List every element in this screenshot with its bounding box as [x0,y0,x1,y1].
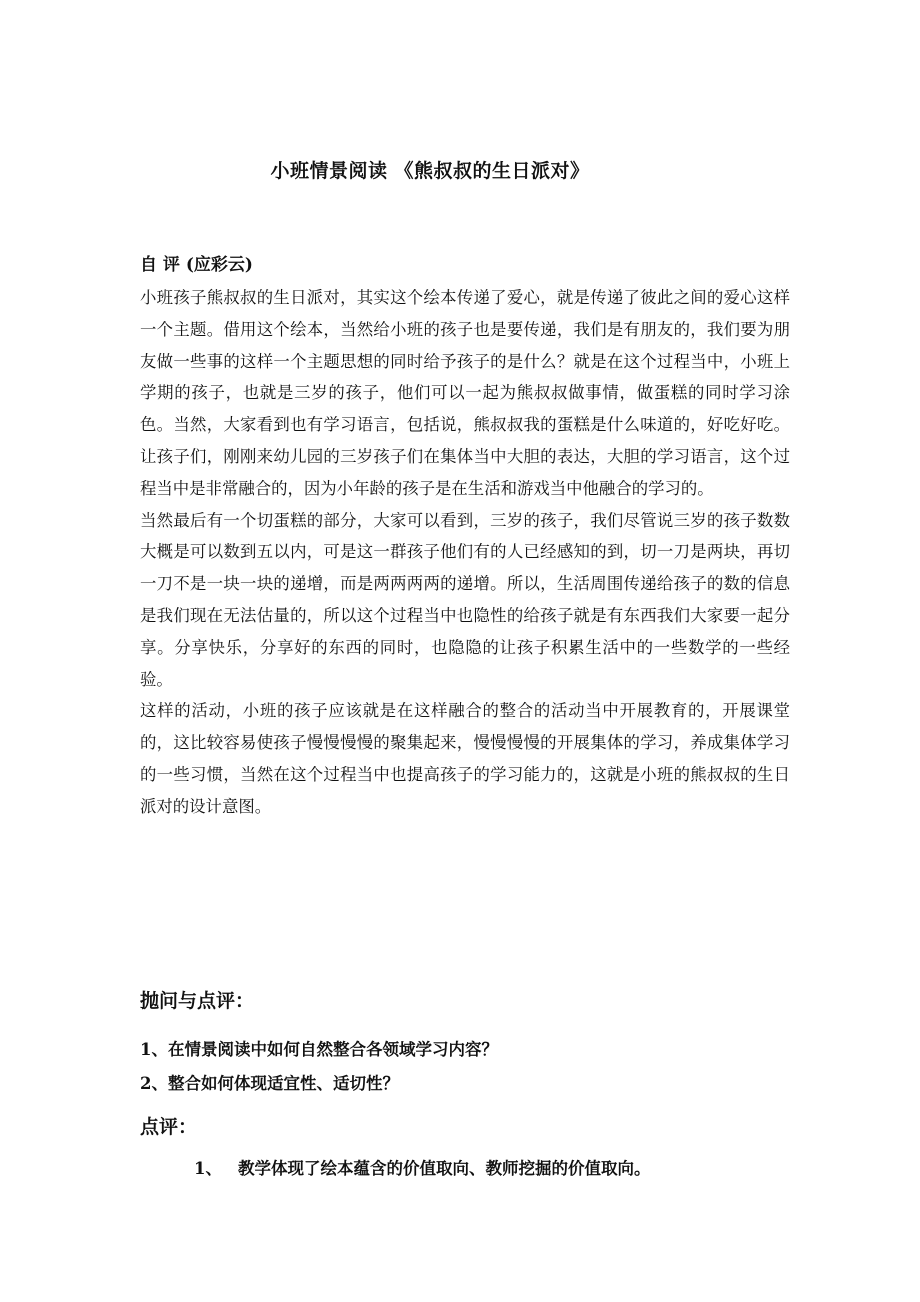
comment-item [194,1155,651,1179]
self-eval-heading: 自 评 (应彩云) [140,255,253,275]
paragraph: 这样的活动，小班的孩子应该就是在这样融合的整合的活动当中开展教育的，开展课堂的，这比较容易使孩子慢慢慢慢的聚集起来，慢慢慢慢的开展集体的学习，养成集体学习的一些习惯，当然在这个过程当中也提高孩子的学习能力的，这就是小班的熊叔叔的生日派对的设计意图。 [140,701,790,816]
comments-heading: 点评： [140,1116,198,1138]
question-item: 2、整合如何体现适宜性、适切性？ [140,1074,399,1093]
comment-number: 1、 [194,1159,222,1178]
self-eval-body [140,282,790,823]
paragraph: 当然最后有一个切蛋糕的部分，大家可以看到，三岁的孩子，我们尽管说三岁的孩子数数大概是可以数到五以内，可是这一群孩子他们有的人已经感知的到，切一刀是两块，再切一刀不是一块一块的递增，而是两两两两的递增。所以，生活周围传递给孩子的数的信息是我们现在无法估量的，所以这个过程当中也隐性的给孩子就是有东西我们大家要一起分享。分享快乐，分享好的东西的同时，也隐隐的让孩子积累生活中的一些数学的一些经验。 [140,510,790,689]
question-item: 1、在情景阅读中如何自然整合各领域学习内容？ [140,1040,498,1059]
document-title: 小班情景阅读 《熊叔叔的生日派对》 [270,160,590,182]
paragraph: 小班孩子熊叔叔的生日派对，其实这个绘本传递了爱心，就是传递了彼此之间的爱心这样一个主题。借用这个绘本，当然给小班的孩子也是要传递，我们是有朋友的，我们要为朋友做一些事的这样一个主题思想的同时给予孩子的是什么？就是在这个过程当中，小班上学期的孩子，也就是三岁的孩子，他们可以一起为熊叔叔做事情，做蛋糕的同时学习涂色。当然，大家看到也有学习语言，包括说，熊叔叔我的蛋糕是什么味道的，好吃好吃。让孩子们，刚刚来幼儿园的三岁孩子们在集体当中大胆的表达，大胆的学习语言，这个过程当中是非常融合的，因为小年龄的孩子是在生活和游戏当中他融合的学习的。 [140,288,790,498]
questions-heading: 抛问与点评： [140,990,255,1012]
comment-text: 教学体现了绘本蕴含的价值取向、教师挖掘的价值取向。 [238,1159,651,1178]
